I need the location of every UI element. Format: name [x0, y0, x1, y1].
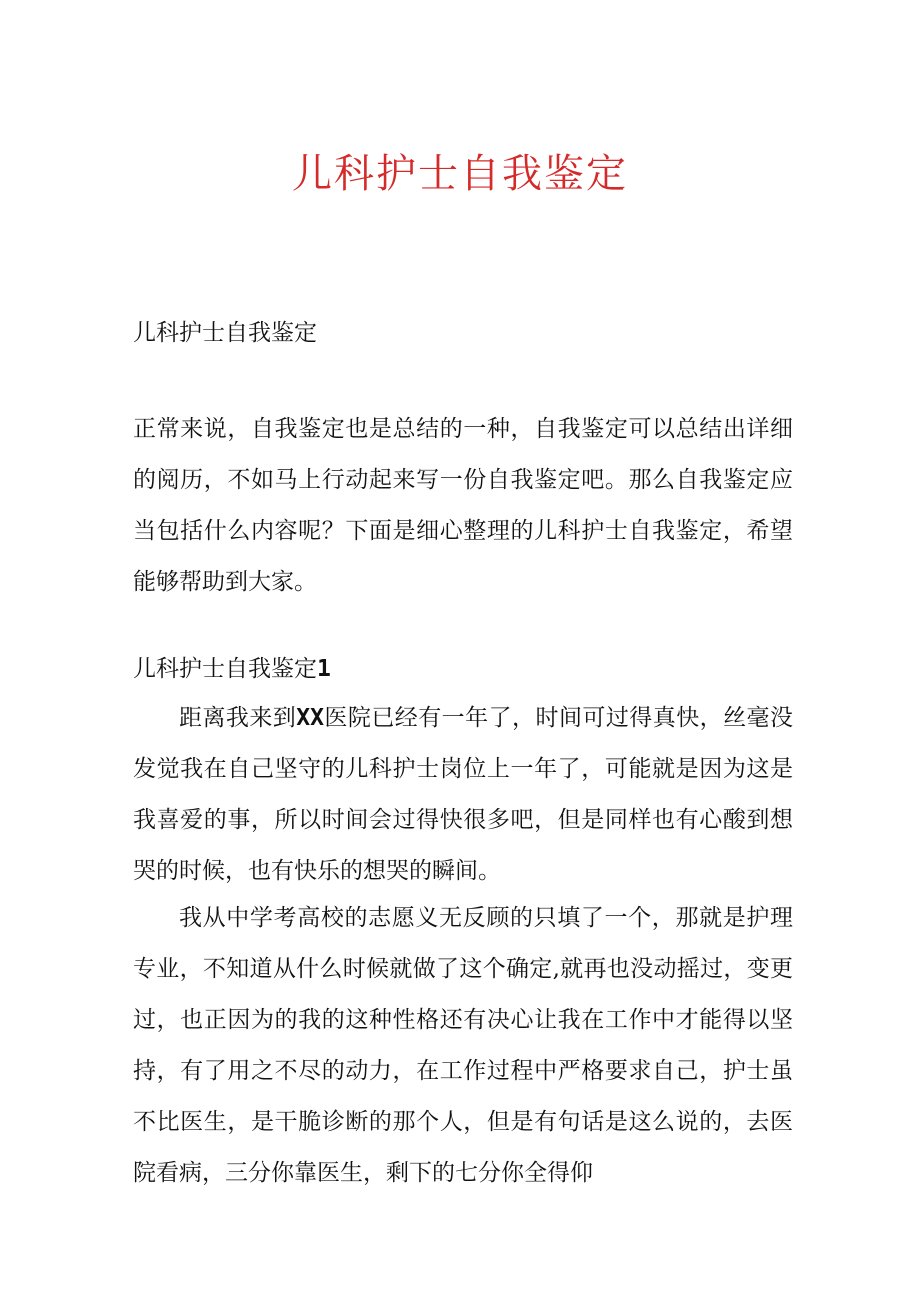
section-1-paragraph-1	[133, 693, 793, 897]
section-1-heading-number: 1	[317, 656, 331, 682]
document-title: 儿科护士自我鉴定	[292, 151, 628, 197]
section-1-heading-text: 儿科护士自我鉴定	[133, 656, 317, 682]
p1-hospital-placeholder: XX	[296, 705, 324, 731]
document-subtitle: 儿科护士自我鉴定	[133, 320, 317, 346]
p1-text-before: 距离我来到	[179, 705, 297, 731]
section-1-paragraph-2: 我从中学考高校的志愿义无反顾的只填了一个，那就是护理专业，不知道从什么时候就做了这个确定,就再也没动摇过，变更过，也正因为的我的这种性格还有决心让我在工作中才能得以坚持，有了用之不尽的动力，在工作过程中严格要求自己，护士虽不比医生，是干脆诊断的那个人，但是有句话是这么说的，去医院看病，三分你靠医生，剩下的七分你全得仰	[133, 905, 793, 1186]
section-1-heading	[133, 653, 331, 685]
p1-text-after: 医院已经有一年了，时间可过得真快，丝毫没发觉我在自己坚守的儿科护士岗位上一年了，可能就是因为这是我喜爱的事，所以时间会过得快很多吧，但是同样也有心酸到想哭的时候，也有快乐的想哭的瞬间。	[133, 705, 794, 884]
intro-paragraph: 正常来说，自我鉴定也是总结的一种，自我鉴定可以总结出详细的阅历，不如马上行动起来写一份自我鉴定吧。那么自我鉴定应当包括什么内容呢？下面是细心整理的儿科护士自我鉴定，希望能够帮助到大家。	[133, 416, 793, 595]
